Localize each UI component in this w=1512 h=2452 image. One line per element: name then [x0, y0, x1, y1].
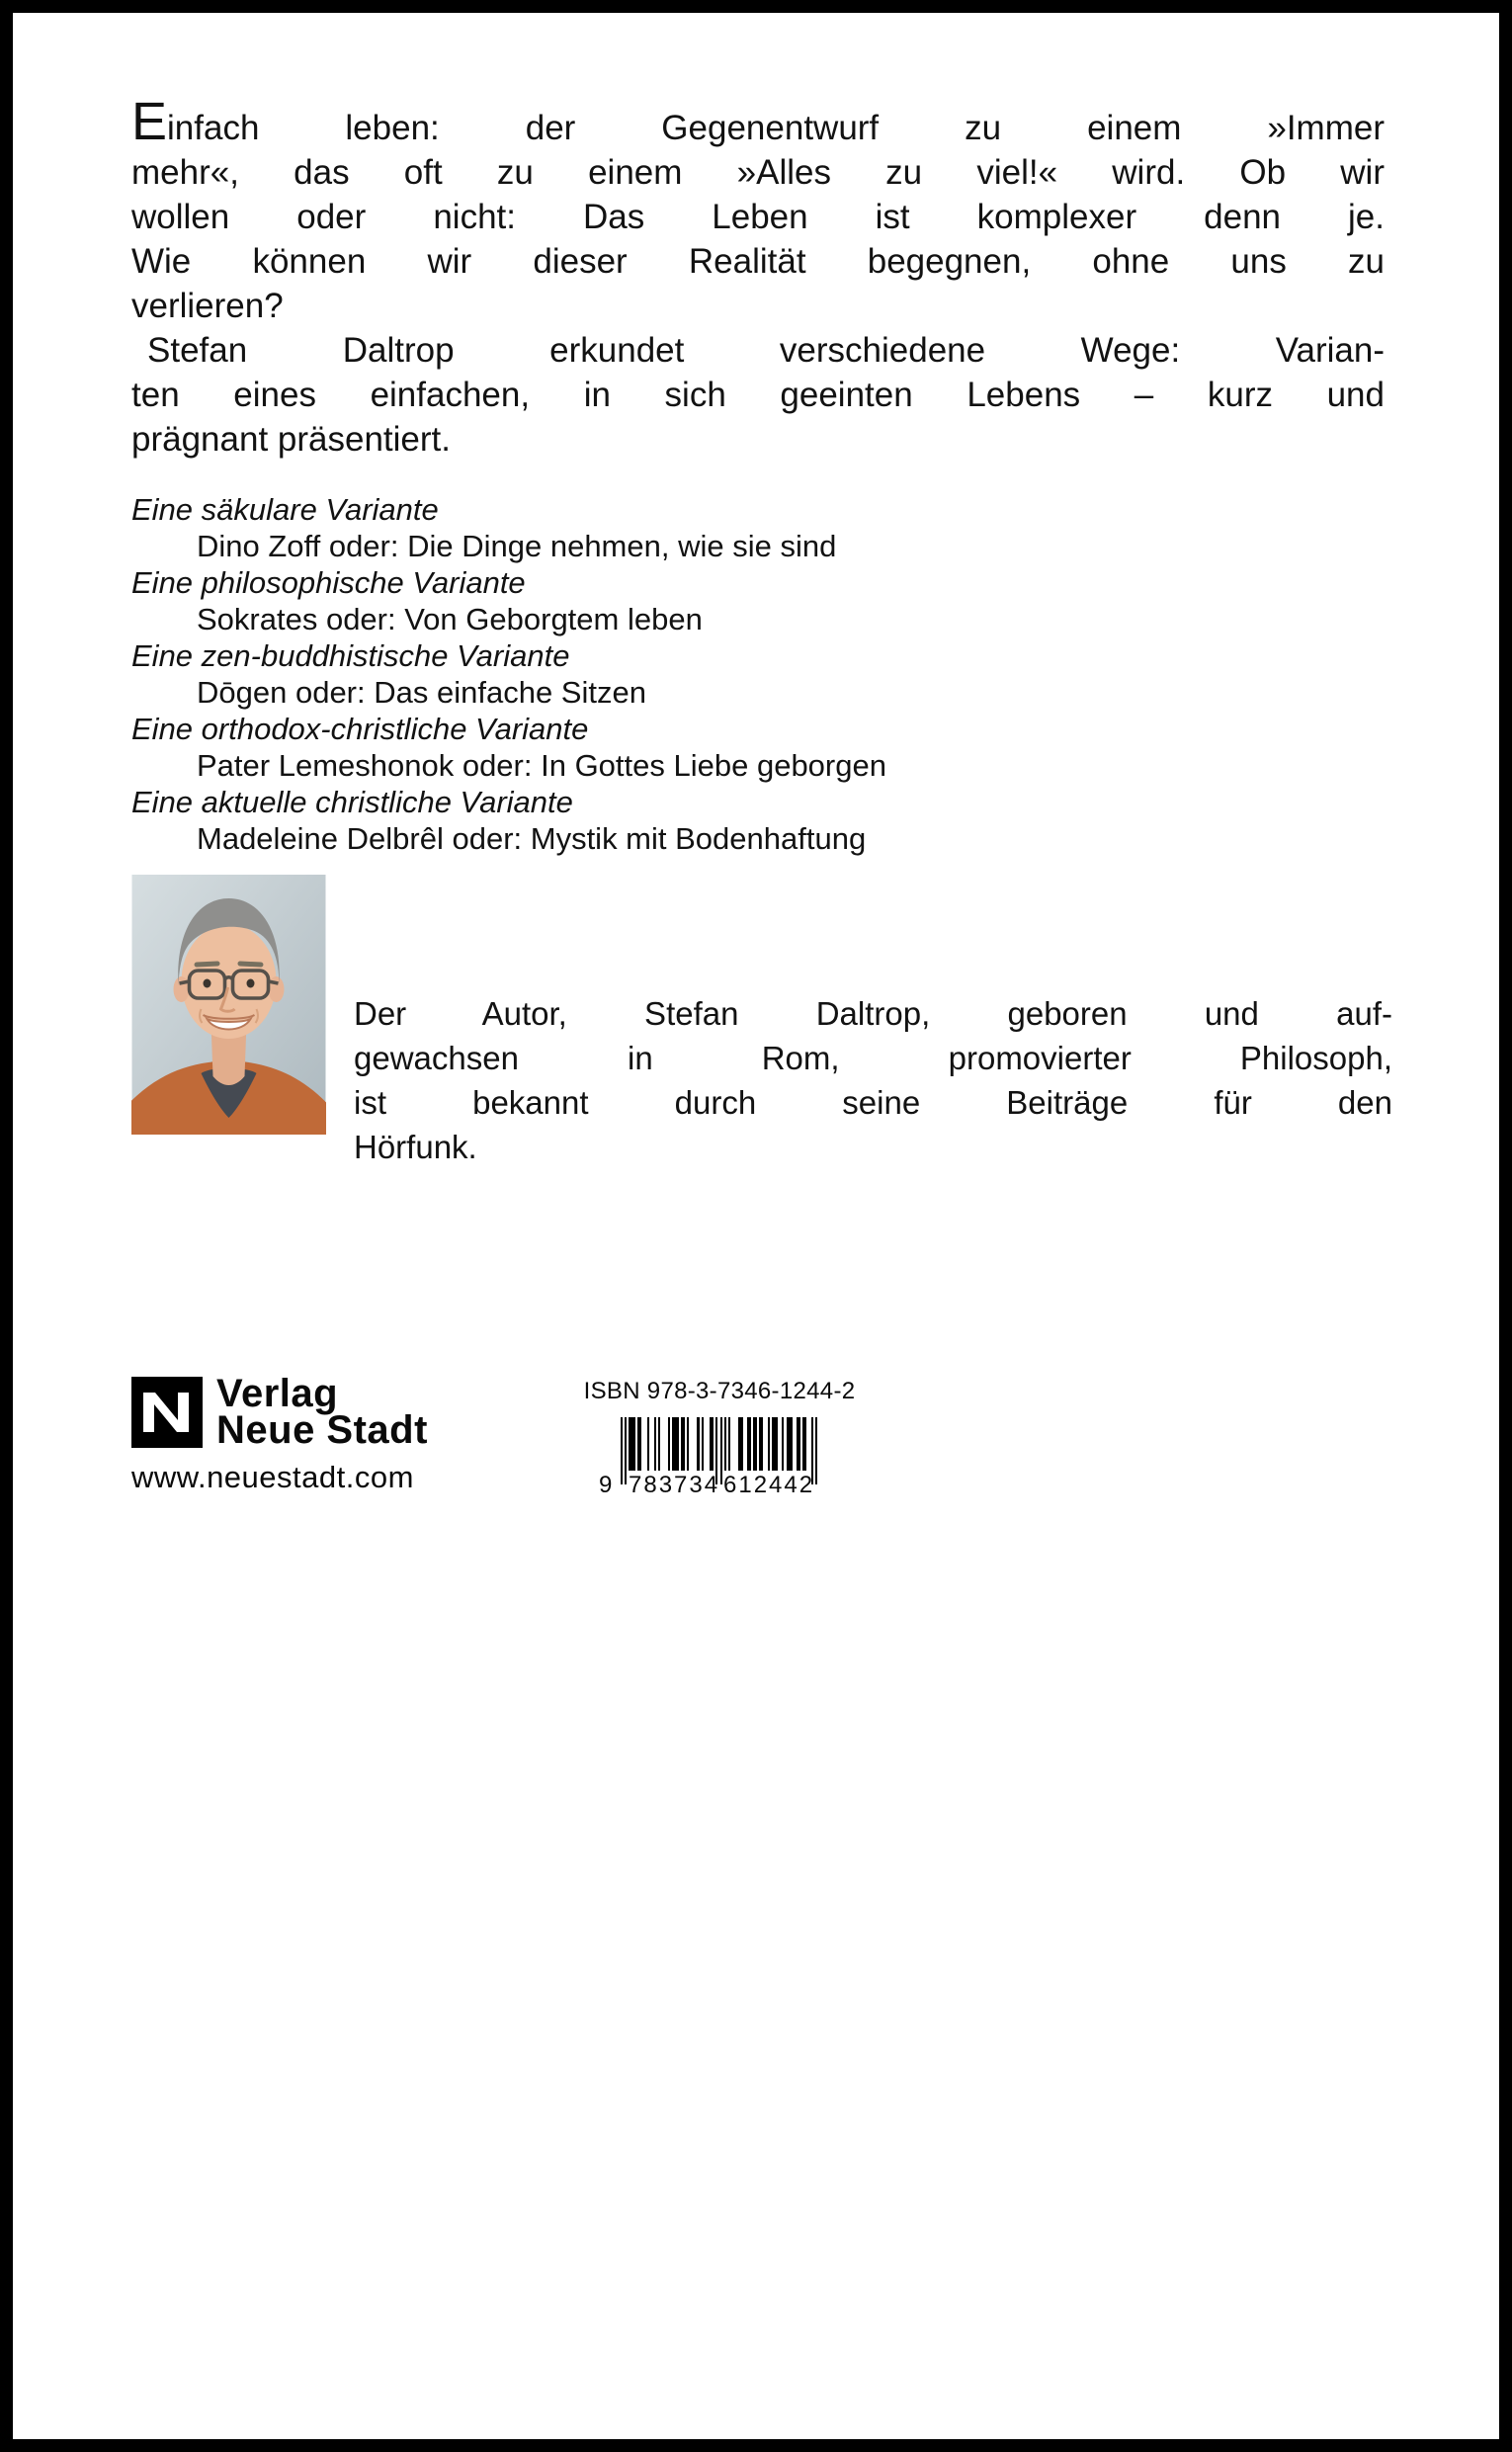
barcode-digit-first: 9 — [599, 1472, 613, 1498]
isbn-block — [581, 1378, 858, 1506]
variant-label: Eine aktuelle christliche Variante — [131, 785, 573, 819]
bio-line: Der Autor, Stefan Daltrop, geboren und auf- — [354, 995, 1392, 1032]
variant-detail: Sokrates oder: Von Geborgtem leben — [197, 602, 703, 636]
variant-detail: Madeleine Delbrêl oder: Mystik mit Bodenhaftung — [197, 821, 867, 856]
barcode — [599, 1417, 818, 1506]
bio-line: Hörfunk. — [354, 1129, 477, 1165]
publisher-name-line1: Verlag — [216, 1372, 339, 1415]
blurb-line: ten eines einfachen, in sich geeinten Lebens – kurz und — [131, 376, 1385, 414]
blurb-line: Stefan Daltrop erkundet verschiedene Wege: Varian- — [147, 331, 1385, 370]
publisher-area — [131, 1372, 1392, 1534]
blurb-line: prägnant präsentiert. — [131, 420, 451, 459]
author-bio — [354, 875, 1392, 1169]
list-item — [131, 564, 1385, 637]
drop-cap: E — [131, 92, 168, 151]
blurb — [131, 92, 1385, 462]
barcode-digit-group1: 783734 — [629, 1472, 720, 1498]
variant-detail: Dino Zoff oder: Die Dinge nehmen, wie sie sind — [197, 529, 837, 563]
author-section — [131, 875, 1392, 1169]
variant-label: Eine zen-buddhistische Variante — [131, 638, 570, 673]
author-photo — [131, 875, 326, 1135]
publisher-logo-row — [131, 1372, 428, 1452]
publisher-name — [216, 1372, 428, 1452]
bio-line: ist bekannt durch seine Beiträge für den — [354, 1084, 1392, 1121]
variant-detail: Pater Lemeshonok oder: In Gottes Liebe geborgen — [197, 748, 886, 783]
barcode-digit-group2: 612442 — [723, 1472, 815, 1498]
blurb-line: wollen oder nicht: Das Leben ist komplexer denn je. — [131, 198, 1385, 236]
isbn-label: ISBN 978-3-7346-1244-2 — [583, 1378, 856, 1404]
blurb-line: mehr«, das oft zu einem »Alles zu viel!« wird. Ob wir — [131, 153, 1385, 192]
blurb-line — [131, 92, 1385, 151]
list-item — [131, 491, 1385, 564]
variant-label: Eine orthodox-christliche Variante — [131, 712, 589, 746]
blurb-line: verlieren? — [131, 287, 284, 325]
publisher-website: www.neuestadt.com — [131, 1460, 414, 1494]
publisher-logo — [131, 1372, 428, 1495]
variant-label: Eine säkulare Variante — [131, 492, 439, 527]
blurb-line-text: infach leben: der Gegenentwurf zu einem »Immer — [167, 109, 1385, 147]
list-item — [131, 711, 1385, 784]
list-item — [131, 784, 1385, 857]
contents-list — [131, 491, 1385, 857]
bio-line: gewachsen in Rom, promovierter Philosoph, — [354, 1040, 1392, 1076]
blurb-line: Wie können wir dieser Realität begegnen, ohne uns zu — [131, 242, 1385, 281]
variant-label: Eine philosophische Variante — [131, 565, 526, 600]
publisher-name-line2: Neue Stadt — [216, 1408, 428, 1452]
publisher-mark-icon — [131, 1377, 203, 1448]
barcode-digits — [599, 1472, 818, 1501]
list-item — [131, 637, 1385, 711]
variant-detail: Dōgen oder: Das einfache Sitzen — [197, 675, 646, 710]
